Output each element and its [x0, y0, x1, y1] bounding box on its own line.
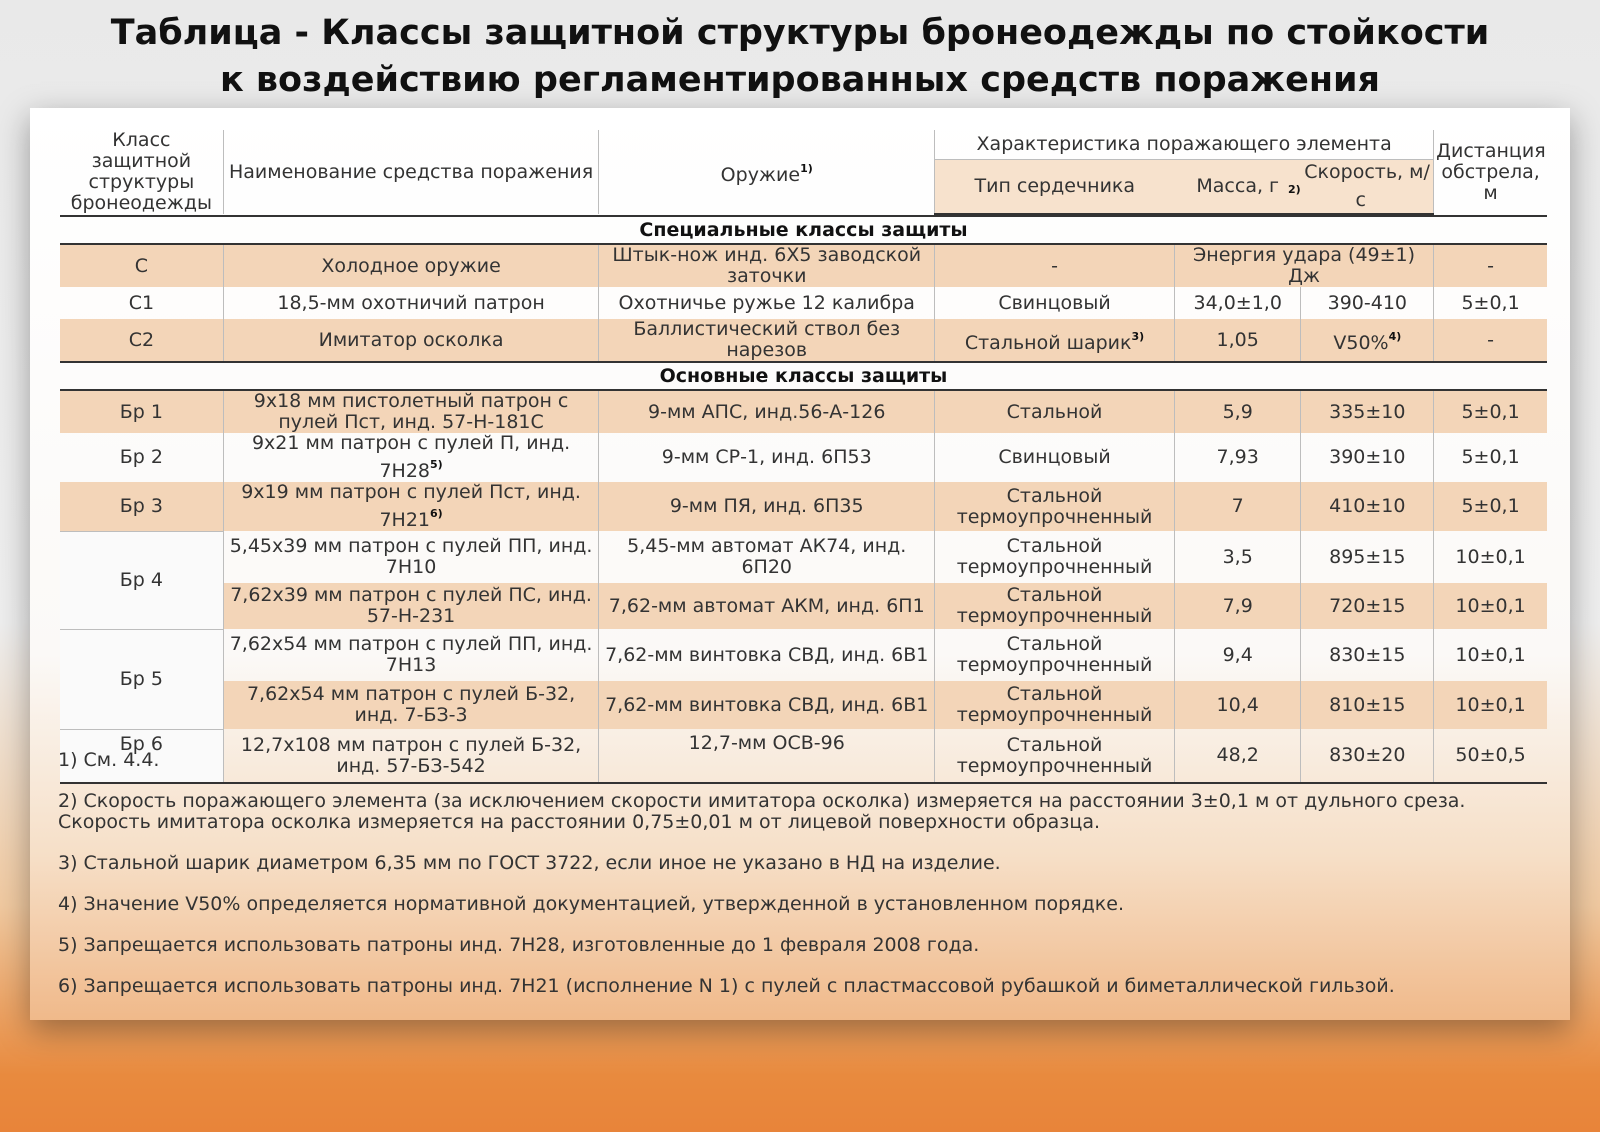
header-characteristic: Характеристика поражающего элемента — [935, 130, 1434, 160]
cell-distance: - — [1434, 319, 1547, 362]
cell-name: 5,45х39 мм патрон с пулей ПП, инд. 7Н10 — [223, 531, 599, 583]
cell-name: Холодное оружие — [223, 244, 599, 287]
cell-name: Имитатор осколка — [223, 319, 599, 362]
cell-core: Стальной термоупрочненный — [935, 531, 1175, 583]
cell-name: 7,62х39 мм патрон с пулей ПС, инд. 57-Н-231 — [223, 583, 599, 629]
cell-core: Стальной термоупрочненный — [935, 583, 1175, 629]
cell-class: С2 — [60, 319, 223, 362]
cell-core: Стальной — [935, 390, 1175, 433]
footnotes — [58, 750, 1538, 1017]
cell-class: Бр 5 — [60, 629, 223, 729]
footnote: 2) Скорость поражающего элемента (за исключением скорости имитатора осколка) измеряется на расстоянии 3±0,1 м от дульного среза. Скорость имитатора осколка измеряется на расстоянии 0,75±0,01 м от лицевой поверхности образца. — [58, 790, 1466, 833]
cell-distance: 10±0,1 — [1434, 531, 1547, 583]
section-basic: Основные классы защиты — [60, 362, 1547, 390]
cell-speed: 810±15 — [1301, 681, 1434, 729]
cell-energy: Энергия удара (49±1) Дж — [1174, 244, 1433, 287]
cell-weapon: 9-мм СР-1, инд. 6П53 — [599, 433, 935, 482]
cell-core: - — [935, 244, 1175, 287]
cell-name: 9х18 мм пистолетный патрон с пулей Пст, инд. 57-Н-181С — [223, 390, 599, 433]
cell-mass: 3,5 — [1174, 531, 1301, 583]
cell-speed: 830±15 — [1301, 629, 1434, 681]
cell-name: 9х21 мм патрон с пулей П, инд. 7Н28$^{5)}$ — [223, 433, 599, 482]
cell-weapon: 5,45-мм автомат АК74, инд. 6П20 — [599, 531, 935, 583]
cell-core: Стальной термоупрочненный — [935, 729, 1175, 783]
title-line-2: к воздействию регламентированных средств поражения — [219, 60, 1381, 100]
cell-distance: 5±0,1 — [1434, 482, 1547, 531]
page-title — [0, 10, 1600, 104]
table-row — [60, 531, 1547, 583]
footnote: 4) Значение V50% определяется нормативной документацией, утвержденной в установленном порядке. — [58, 893, 1125, 915]
cell-speed: 390-410 — [1301, 287, 1434, 319]
cell-weapon: Штык-нож инд. 6Х5 заводской заточки — [599, 244, 935, 287]
footnote: 3) Стальной шарик диаметром 6,35 мм по ГОСТ 3722, если иное не указано в НД на изделие. — [58, 852, 1001, 874]
armor-classes-table — [60, 130, 1547, 784]
cell-distance: 50±0,5 — [1434, 729, 1547, 783]
header-class: Класс защитной структуры бронеодежды — [70, 129, 212, 214]
header-core-type: Тип сердечника — [935, 160, 1175, 214]
cell-weapon: 7,62-мм винтовка СВД, инд. 6В1 — [599, 629, 935, 681]
cell-weapon: 7,62-мм автомат АКМ, инд. 6П1 — [599, 583, 935, 629]
cell-weapon: Баллистический ствол без нарезов — [599, 319, 935, 362]
cell-core: Свинцовый — [935, 287, 1175, 319]
cell-speed: V50%$^{4)}$ — [1301, 319, 1434, 362]
cell-core: Стальной термоупрочненный — [935, 482, 1175, 531]
cell-distance: 5±0,1 — [1434, 390, 1547, 433]
cell-distance: - — [1434, 244, 1547, 287]
cell-weapon: 9-мм ПЯ, инд. 6П35 — [599, 482, 935, 531]
title-line-1: Таблица - Классы защитной структуры бронеодежды по стойкости — [110, 13, 1490, 53]
cell-distance: 10±0,1 — [1434, 629, 1547, 681]
cell-mass: 7,9 — [1174, 583, 1301, 629]
cell-weapon: 9-мм АПС, инд.56-А-126 — [599, 390, 935, 433]
cell-core: Стальной шарик$^{3)}$ — [935, 319, 1175, 362]
cell-distance: 10±0,1 — [1434, 583, 1547, 629]
cell-name: 7,62х54 мм патрон с пулей Б-32, инд. 7-БЗ-3 — [223, 681, 599, 729]
table-row — [60, 583, 1547, 629]
cell-weapon: 12,7-мм ОСВ-96 — [599, 729, 935, 783]
cell-class: Бр 3 — [60, 482, 223, 531]
footnote: 1) См. 4.4. — [58, 749, 160, 771]
table-row — [60, 319, 1547, 362]
cell-speed: 895±15 — [1301, 531, 1434, 583]
cell-name: 18,5-мм охотничий патрон — [223, 287, 599, 319]
cell-class: Бр 1 — [60, 390, 223, 433]
cell-core: Стальной термоупрочненный — [935, 629, 1175, 681]
cell-mass: 7 — [1174, 482, 1301, 531]
cell-class: Бр 6 — [60, 729, 223, 783]
cell-mass: 10,4 — [1174, 681, 1301, 729]
table-row — [60, 244, 1547, 287]
cell-mass: 48,2 — [1174, 729, 1301, 783]
cell-speed: 720±15 — [1301, 583, 1434, 629]
cell-speed: 390±10 — [1301, 433, 1434, 482]
cell-name: 9х19 мм патрон с пулей Пст, инд. 7Н21$^{6)}$ — [223, 482, 599, 531]
cell-weapon: Охотничье ружье 12 калибра — [599, 287, 935, 319]
table-row — [60, 681, 1547, 729]
table-row — [60, 433, 1547, 482]
table-row — [60, 629, 1547, 681]
header-distance: Дистанция обстрела, м — [1434, 130, 1547, 214]
footnote: 5) Запрещается использовать патроны инд. 7Н28, изготовленные до 1 февраля 2008 года. — [58, 934, 980, 956]
cell-distance: 5±0,1 — [1434, 433, 1547, 482]
footnote: 6) Запрещается использовать патроны инд. 7Н21 (исполнение N 1) с пулей с пластмассовой рубашкой и биметаллической гильзой. — [58, 975, 1395, 997]
cell-class: С — [60, 244, 223, 287]
cell-speed: 830±20 — [1301, 729, 1434, 783]
cell-mass: 7,93 — [1174, 433, 1301, 482]
cell-mass: 34,0±1,0 — [1174, 287, 1301, 319]
header-speed: Скорость, $м/с^{2)}$ — [1301, 160, 1434, 214]
cell-distance: 10±0,1 — [1434, 681, 1547, 729]
section-special: Специальные классы защиты — [60, 216, 1547, 244]
table-row — [60, 390, 1547, 433]
cell-speed: 410±10 — [1301, 482, 1434, 531]
cell-mass: 1,05 — [1174, 319, 1301, 362]
cell-core: Стальной термоупрочненный — [935, 681, 1175, 729]
table-row — [60, 482, 1547, 531]
cell-class: Бр 2 — [119, 446, 163, 468]
cell-mass: 5,9 — [1174, 390, 1301, 433]
header-weapon: Оружие$^{1)}$ — [599, 130, 935, 214]
cell-name: 7,62х54 мм патрон с пулей ПП, инд. 7Н13 — [223, 629, 599, 681]
cell-distance: 5±0,1 — [1434, 287, 1547, 319]
cell-weapon: 7,62-мм винтовка СВД, инд. 6В1 — [599, 681, 935, 729]
header-mass: Масса, г — [1174, 160, 1301, 214]
cell-class: Бр 4 — [60, 531, 223, 629]
cell-name: 12,7х108 мм патрон с пулей Б-32, инд. 57-БЗ-542 — [223, 729, 599, 783]
cell-mass: 9,4 — [1174, 629, 1301, 681]
cell-core: Свинцовый — [935, 433, 1175, 482]
cell-speed: 335±10 — [1301, 390, 1434, 433]
table-row — [60, 287, 1547, 319]
header-name: Наименование средства поражения — [223, 130, 599, 214]
cell-class: С1 — [128, 291, 155, 314]
